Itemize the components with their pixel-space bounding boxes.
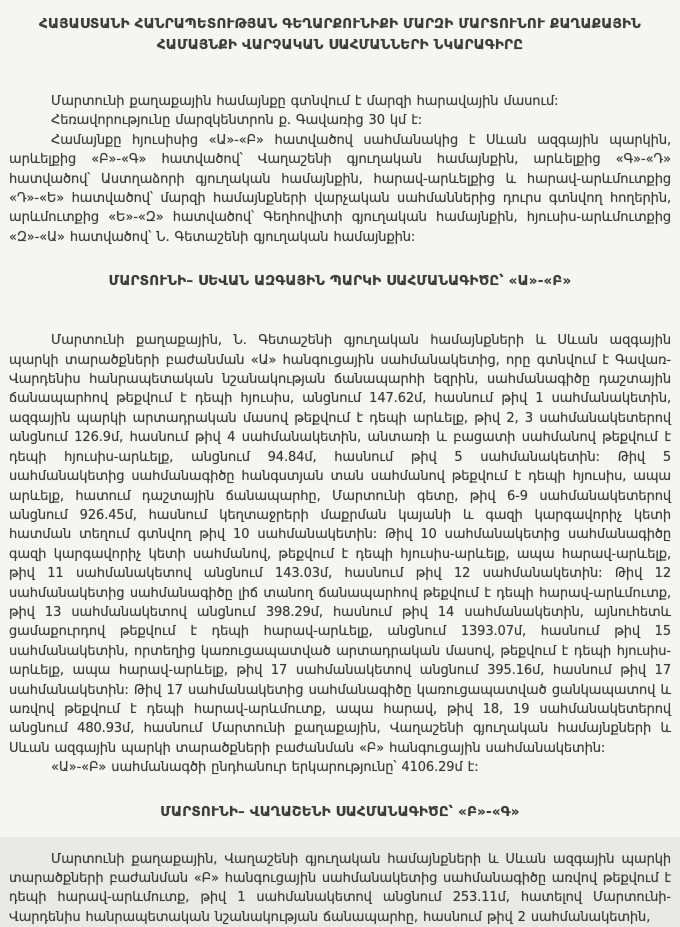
section2-heading: ՄԱՐՏՈՒՆԻ– ՎԱՂԱՇԵՆԻ ՍԱՀՄԱՆԱԳԻԾԸ՝ «Բ»-«Գ» [160,803,520,820]
document-title-line2: ՀԱՄԱՅՆՔԻ ՎԱՐՉԱԿԱՆ ՍԱՀՄԱՆՆԵՐԻ ՆԿԱՐԱԳԻՐԸ [156,37,524,53]
intro-borders-paragraph: Համայնքը հյուսիսից «Ա»-«Բ» հատվածով սահմանակից է Սևան ազգային պարկին, արևելքից «Բ»-«Գ» հատվածով՝ Վաղաշենի գյուղական համայնքին, արևելքից «Գ»-«Դ» հատվածով՝ Աստղաձորի գյուղական համայնքին, հարավ-արևելքից և հարավ-արևմուտքից «Դ»-«Ե» հատվածով՝ մարզի համայնքների վարչական սահմաններից դուրս գտնվող հողերին, արևմուտքից «Ե»-«Զ» հատվածով՝ Գեղհովիտի գյուղական համայնքին, հյուսիս-արևմուտքից «Զ»-«Ա» հատվածով՝ Ն. Գետաշենի գյուղական համայնքին: [9,132,671,245]
document-title [9,14,671,56]
document-body [9,92,671,927]
intro-location-sentence: Մարտունի քաղաքային համայնքը գտնվում է մարզի հարավային մասում: [51,94,559,109]
section1-heading: ՄԱՐՏՈՒՆԻ– ՍԵՎԱՆ ԱԶԳԱՅԻՆ ՊԱՐԿԻ ՍԱՀՄԱՆԱԳԻԾԸ՝ «Ա»-«Բ» [108,273,572,290]
section2-body-paragraph: Մարտունի քաղաքային, Վաղաշենի գյուղական համայնքների և Սևան ազգային պարկի տարածքների բաժանման «Բ» հանգուցային սահմանակետից սահմանագիծը առվով թեքվում է դեպի հարավ-արևմուտք, թիվ 1 սահմանակետով անցնում 253.11մ, հատելով Մարտունի-Վարդենիս հանրապետական նշանակության ճանապարհը, հասնում թիվ 2 սահմանակետին, [9,851,671,925]
section1-total-length: «Ա»-«Բ» սահմանագծի ընդհանուր երկարությունը՝ 4106.29մ է: [51,760,479,776]
document-title-line1: ՀԱՅԱՍՏԱՆԻ ՀԱՆՐԱՊԵՏՈՒԹՅԱՆ ԳԵՂԱՐՔՈՒՆԻՔԻ ՄԱՐԶԻ ՄԱՐՏՈՒՆՈՒ ՔԱՂԱՔԱՅԻՆ [38,16,641,32]
section1-body-paragraph: Մարտունի քաղաքային, Ն. Գետաշենի գյուղական համայնքների և Սևան ազգային պարկի տարածքների բաժանման «Ա» հանգուցային սահմանակետից, որը գտնվում է Գավառ-Վարդենիս հանրապետական նշանակության ճանապարհի եզրին, սահմանագիծը դաշտային ճանապարհով թեքվում է դեպի հյուսիս, անցնում 147.62մ, հասնում թիվ 1 սահմանակետին, ազգային պարկի արտադրական մասով թեքվում է դեպի արևելք, թիվ 2, 3 սահմանակետերով անցնում 126.9մ, հասնում թիվ 4 սահմանակետին, անտառի և բացատի սահմանով թեքվում է դեպի հյուսիս-արևելք, անցնում 94.84մ, հասնում թիվ 5 սահմանակետին: Թիվ 5 սահմանակետից սահմանագիծը հանգստյան տան սահմանով թեքվում է դեպի հյուսիս, ապա արևելք, հատում դաշտային ճանապարհը, Մարտունի գետը, թիվ 6-9 սահմանակետերով անցնում 926.45մ, հասնում կեղտաջրերի մաքրման կայանի և գազի կարգավորիչ կետի հատման տեղում գտնվող թիվ 10 սահմանակետին: Թիվ 10 սահմանակետից սահմանագիծը գազի կարգավորիչ կետի սահմանով, թեքվում է դեպի հյուսիս-արևելք, ապա հարավ-արևելք, թիվ 11 սահմանակետով անցնում 143.03մ, հասնում թիվ 12 սահմանակետին: Թիվ 12 սահմանակետից սահմանագիծը լիճ տանող ճանապարհով թեքվում է դեպի հարավ-արևմուտք, թիվ 13 սահմանակետով անցնում 398.29մ, հասնում թիվ 14 սահմանակետին, այնուհետև ցամաքուրդով թեքվում է դեպի հարավ-արևելք, անցնում 1393.07մ, հասնում թիվ 15 սահմանակետին, որտեղից կառուցապատված արտադրական մասով, թեքվում է դեպի հյուսիս-արևելք, ապա հարավ-արևելք, թիվ 17 սահմանակետով անցնում 395.16մ, հասնում թիվ 17 սահմանակետին: Թիվ 17 սահմանակետից սահմանագիծը կառուցապատված ցանկապատով և առվով թեքվում է դեպի հարավ-արևմուտք, ապա հարավ, թիվ 18, 19 սահմանակետերով անցնում 480.93մ, հասնում Մարտունի քաղաքային, Վաղաշենի գյուղական համայնքների և Սևան ազգային պարկի տարածքների բաժանման «Բ» հանգուցային սահմանակետին: [9,333,671,756]
intro-distance-sentence: Հեռավորությունը մարզկենտրոն ք. Գավառից 30 կմ է: [51,113,423,129]
